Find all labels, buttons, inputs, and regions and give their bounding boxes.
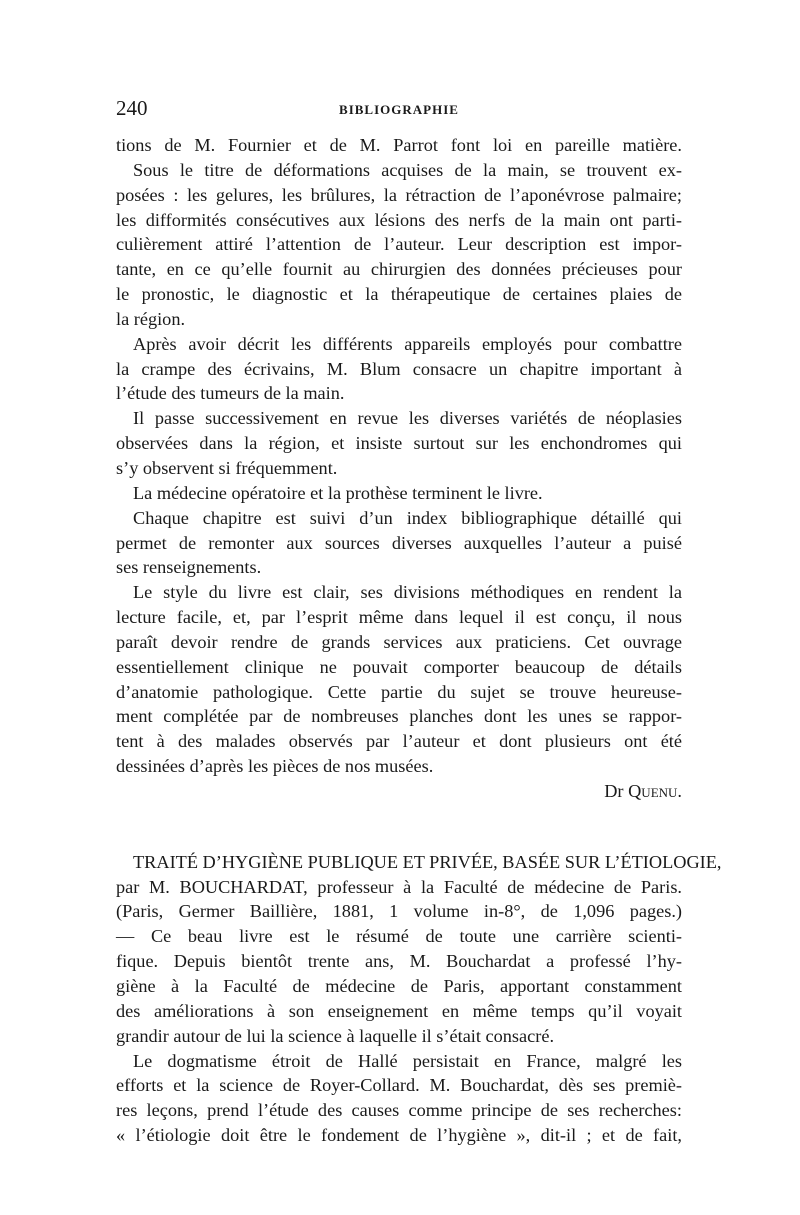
- text-line: res leçons, prend l’étude des causes comme principe de ses recherches:: [116, 1100, 682, 1121]
- text-line: tante, en ce qu’elle fournit au chirurgien des données précieuses pour: [116, 259, 682, 280]
- text-line: ment complétée par de nombreuses planches dont les unes se rappor-: [116, 706, 682, 727]
- text-line: tions de M. Fournier et de M. Parrot font loi en pareille matière.: [116, 135, 682, 155]
- text-line: observées dans la région, et insiste surtout sur les enchondromes qui: [116, 433, 682, 454]
- page-body: [116, 133, 722, 1148]
- review-blum: [116, 133, 682, 804]
- text-line: par M. BOUCHARDAT, professeur à la Faculté de médecine de Paris.: [116, 876, 682, 897]
- text-line: essentiellement clinique ne pouvait comporter beaucoup de détails: [116, 656, 682, 677]
- review-bouchardat: [116, 850, 722, 1148]
- text-line: Après avoir décrit les différents appareils employés pour combattre: [133, 333, 682, 354]
- text-line: le pronostic, le diagnostic et la thérapeutique de certaines plaies de: [116, 284, 682, 305]
- text-line: paraît devoir rendre de grands services aux praticiens. Cet ouvrage: [116, 631, 682, 652]
- text-line: les difformités consécutives aux lésions des nerfs de la main ont parti-: [116, 209, 682, 230]
- text-line: efforts et la science de Royer-Collard. M. Bouchardat, dès ses premiè-: [116, 1075, 682, 1096]
- signature-prefix: Dr: [604, 780, 624, 801]
- text-line: TRAITÉ D’HYGIÈNE PUBLIQUE ET PRIVÉE, BASÉE SUR L’ÉTIOLOGIE,: [133, 851, 722, 872]
- text-line: fique. Depuis bientôt trente ans, M. Bouchardat a professé l’hy-: [116, 951, 682, 972]
- running-title: BIBLIOGRAPHIE: [339, 102, 459, 117]
- page-header: [116, 96, 682, 126]
- text-line: grandir autour de lui la science à laquelle il s’était consacré.: [116, 1025, 555, 1046]
- text-line: giène à la Faculté de médecine de Paris, apportant constamment: [116, 976, 682, 996]
- text-line: s’y observent si fréquemment.: [116, 457, 338, 478]
- text-line: « l’étiologie doit être le fondement de l’hygiène », dit-il ; et de fait,: [116, 1125, 682, 1146]
- text-line: (Paris, Germer Baillière, 1881, 1 volume in-8°, de 1,096 pages.): [116, 901, 682, 922]
- text-line: l’étude des tumeurs de la main.: [116, 383, 345, 404]
- signature: [116, 779, 682, 804]
- text-line: Le dogmatisme étroit de Hallé persistait en France, malgré les: [133, 1050, 682, 1071]
- text-line: ses renseignements.: [116, 557, 262, 578]
- text-line: tent à des malades observés par l’auteur et dont plusieurs ont été: [116, 731, 682, 752]
- signature-name: Quenu.: [628, 780, 682, 801]
- text-line: La médecine opératoire et la prothèse terminent le livre.: [133, 482, 543, 503]
- text-line: Le style du livre est clair, ses divisions méthodiques en rendent la: [133, 582, 682, 603]
- text-line: la région.: [116, 308, 186, 329]
- text-line: dessinées d’après les pièces de nos musées.: [116, 756, 434, 777]
- section-gap: [116, 804, 682, 850]
- text-line: culièrement attiré l’attention de l’auteur. Leur description est impor-: [116, 234, 682, 255]
- text-line: des améliorations à son enseignement en même temps qu’il voyait: [116, 1000, 682, 1021]
- text-line: Chaque chapitre est suivi d’un index bibliographique détaillé qui: [133, 507, 682, 528]
- text-line: permet de remonter aux sources diverses auxquelles l’auteur a puisé: [116, 532, 682, 553]
- text-line: — Ce beau livre est le résumé de toute une carrière scienti-: [116, 926, 682, 947]
- text-line: lecture facile, et, par l’esprit même dans lequel il est conçu, il nous: [116, 607, 682, 628]
- text-line: la crampe des écrivains, M. Blum consacre un chapitre important à: [116, 358, 682, 379]
- page-number: 240: [116, 96, 148, 120]
- text-line: Il passe successivement en revue les diverses variétés de néoplasies: [133, 408, 682, 429]
- text-line: Sous le titre de déformations acquises de la main, se trouvent ex-: [133, 159, 682, 180]
- text-line: d’anatomie pathologique. Cette partie du sujet se trouve heureuse-: [116, 681, 682, 702]
- text-line: posées : les gelures, les brûlures, la rétraction de l’aponévrose palmaire;: [116, 184, 682, 205]
